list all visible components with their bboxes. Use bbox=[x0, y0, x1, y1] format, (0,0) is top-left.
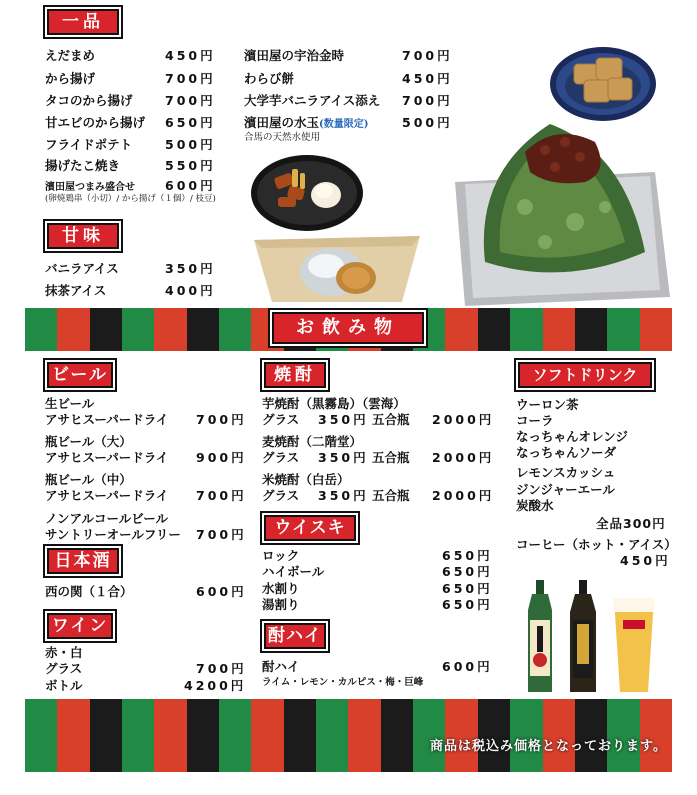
menu-price: 700円 bbox=[165, 71, 216, 86]
menu-price: 600円 bbox=[442, 659, 493, 674]
coffee-item: コーヒー（ホット・アイス） bbox=[516, 537, 677, 552]
menu-price: 2000円 bbox=[432, 450, 495, 465]
sake-item: 西の関（１合） bbox=[45, 584, 133, 599]
beer-item-nonalcohol: ノンアルコールビール bbox=[45, 511, 169, 526]
kakigori-photo bbox=[455, 112, 670, 306]
menu-item-edamame: えだまめ bbox=[45, 48, 96, 63]
beer-brand: サントリーオールフリー bbox=[45, 527, 181, 542]
menu-price: 350円 bbox=[318, 488, 369, 503]
drinks-photo bbox=[524, 580, 664, 695]
menu-price: 450円 bbox=[165, 48, 216, 63]
menu-item-fried-potato: フライドポテト bbox=[45, 137, 133, 152]
menu-price: 700円 bbox=[165, 93, 216, 108]
menu-price: 700円 bbox=[196, 661, 247, 676]
menu-item-mizutama bbox=[244, 115, 368, 133]
menu-price: 500円 bbox=[402, 115, 453, 130]
menu-item-matcha-ice: 抹茶アイス bbox=[45, 283, 107, 298]
warabimochi-photo bbox=[548, 38, 658, 123]
section-title-drinks: お飲み物 bbox=[272, 312, 424, 344]
menu-price: 350円 bbox=[318, 450, 369, 465]
section-title-chuhai: 酎ハイ bbox=[264, 623, 326, 649]
menu-price: 700円 bbox=[196, 412, 247, 427]
menu-price: 450円 bbox=[620, 553, 671, 568]
beer-brand: アサヒスーパードライ bbox=[45, 450, 169, 465]
whisky-item-highball: ハイボール bbox=[262, 564, 325, 579]
menu-price: 350円 bbox=[165, 261, 216, 276]
menu-price: 600円 bbox=[196, 584, 247, 599]
menu-item-ujikintoki: 濱田屋の宇治金時 bbox=[244, 48, 345, 63]
daigaku-imo-photo bbox=[250, 153, 365, 233]
mizutama-label: 濱田屋の水玉 bbox=[244, 115, 320, 130]
shochu-glass-label: グラス bbox=[262, 488, 300, 503]
menu-price: 2000円 bbox=[432, 488, 495, 503]
mizutama-note: 合馬の天然水使用 bbox=[244, 132, 321, 143]
soft-item: ウーロン茶 bbox=[516, 397, 579, 412]
beer-brand: アサヒスーパードライ bbox=[45, 488, 169, 503]
soft-item: ジンジャーエール bbox=[516, 482, 615, 497]
section-title-sweets: 甘味 bbox=[47, 223, 119, 249]
soft-item: なっちゃんオレンジ bbox=[516, 429, 628, 444]
shochu-item-mugi: 麦焼酎（二階堂） bbox=[262, 434, 363, 449]
section-title-soft: ソフトドリンク bbox=[518, 362, 652, 388]
soft-item: コーラ bbox=[516, 413, 554, 428]
section-title-sake: 日本酒 bbox=[47, 548, 119, 574]
menu-item-karaage: から揚げ bbox=[45, 71, 96, 86]
shochu-bottle-label: 五合瓶 bbox=[372, 450, 410, 465]
section-title-whisky: ウイスキー bbox=[264, 515, 356, 541]
menu-item-amaebi-karaage: 甘エビのから揚げ bbox=[45, 115, 146, 130]
menu-price: 650円 bbox=[442, 581, 493, 596]
menu-price: 500円 bbox=[165, 137, 216, 152]
menu-price: 350円 bbox=[318, 412, 369, 427]
menu-price: 650円 bbox=[442, 564, 493, 579]
shochu-glass-label: グラス bbox=[262, 450, 300, 465]
section-title-wine: ワイン bbox=[47, 613, 113, 639]
menu-price: 600円 bbox=[165, 178, 216, 193]
menu-price: 700円 bbox=[402, 93, 453, 108]
menu-price: 450円 bbox=[402, 71, 453, 86]
section-title-shochu: 焼酎 bbox=[264, 362, 326, 388]
menu-price: 650円 bbox=[442, 597, 493, 612]
whisky-item-rock: ロック bbox=[262, 548, 300, 563]
wine-item-bottle: ボトル bbox=[45, 678, 83, 693]
menu-price: 700円 bbox=[196, 488, 247, 503]
beer-item-nama: 生ビール bbox=[45, 396, 95, 411]
soft-item: レモンスカッシュ bbox=[516, 465, 616, 480]
section-title-beer: ビール bbox=[47, 362, 113, 388]
menu-price: 400円 bbox=[165, 283, 216, 298]
menu-item-tako-karaage: タコのから揚げ bbox=[45, 93, 133, 108]
menu-item-warabimochi: わらび餅 bbox=[244, 71, 295, 86]
shochu-item-imo: 芋焼酎（黒霧島）（雲海） bbox=[262, 396, 406, 411]
assort-note: (卵焼鶏串（小切）/ から揚げ（１個）/ 枝豆) bbox=[45, 194, 216, 204]
tax-note: 商品は税込み価格となっております。 bbox=[430, 739, 667, 754]
wine-item-glass: グラス bbox=[45, 661, 83, 676]
menu-price: 650円 bbox=[442, 548, 493, 563]
mizutama-photo bbox=[252, 232, 422, 304]
chuhai-flavors: ライム・レモン・カルピス・梅・巨峰 bbox=[262, 677, 424, 688]
menu-price: 650円 bbox=[165, 115, 216, 130]
menu-price: 4200円 bbox=[184, 678, 247, 693]
soft-all-price: 全品300円 bbox=[596, 516, 666, 531]
section-title-ippin: 一品 bbox=[47, 9, 119, 35]
chuhai-item: 酎ハイ bbox=[262, 659, 300, 674]
menu-item-tsumami-assort: 濱田屋つまみ盛合せ bbox=[45, 182, 135, 193]
menu-item-vanilla-ice: バニラアイス bbox=[45, 261, 119, 276]
beer-brand: アサヒスーパードライ bbox=[45, 412, 169, 427]
soft-item: 炭酸水 bbox=[516, 498, 554, 513]
beer-item-bin-medium: 瓶ビール（中） bbox=[45, 472, 132, 487]
soft-item: なっちゃんソーダ bbox=[516, 445, 617, 460]
wine-label: 赤・白 bbox=[45, 645, 83, 660]
limited-badge: (数量限定) bbox=[319, 119, 369, 130]
menu-price: 700円 bbox=[196, 527, 247, 542]
whisky-item-mizuwari: 水割り bbox=[262, 581, 300, 596]
shochu-bottle-label: 五合瓶 bbox=[372, 488, 410, 503]
shochu-glass-label: グラス bbox=[262, 412, 300, 427]
menu-price: 2000円 bbox=[432, 412, 495, 427]
menu-price: 550円 bbox=[165, 158, 216, 173]
shochu-bottle-label: 五合瓶 bbox=[372, 412, 410, 427]
whisky-item-yuwari: 湯割り bbox=[262, 597, 300, 612]
menu-item-age-takoyaki: 揚げたこ焼き bbox=[45, 158, 121, 173]
menu-item-daigaku-imo: 大学芋バニラアイス添え bbox=[244, 93, 381, 108]
shochu-item-kome: 米焼酎（白岳） bbox=[262, 472, 350, 487]
menu-price: 700円 bbox=[402, 48, 453, 63]
menu-price: 900円 bbox=[196, 450, 247, 465]
beer-item-bin-large: 瓶ビール（大） bbox=[45, 434, 132, 449]
